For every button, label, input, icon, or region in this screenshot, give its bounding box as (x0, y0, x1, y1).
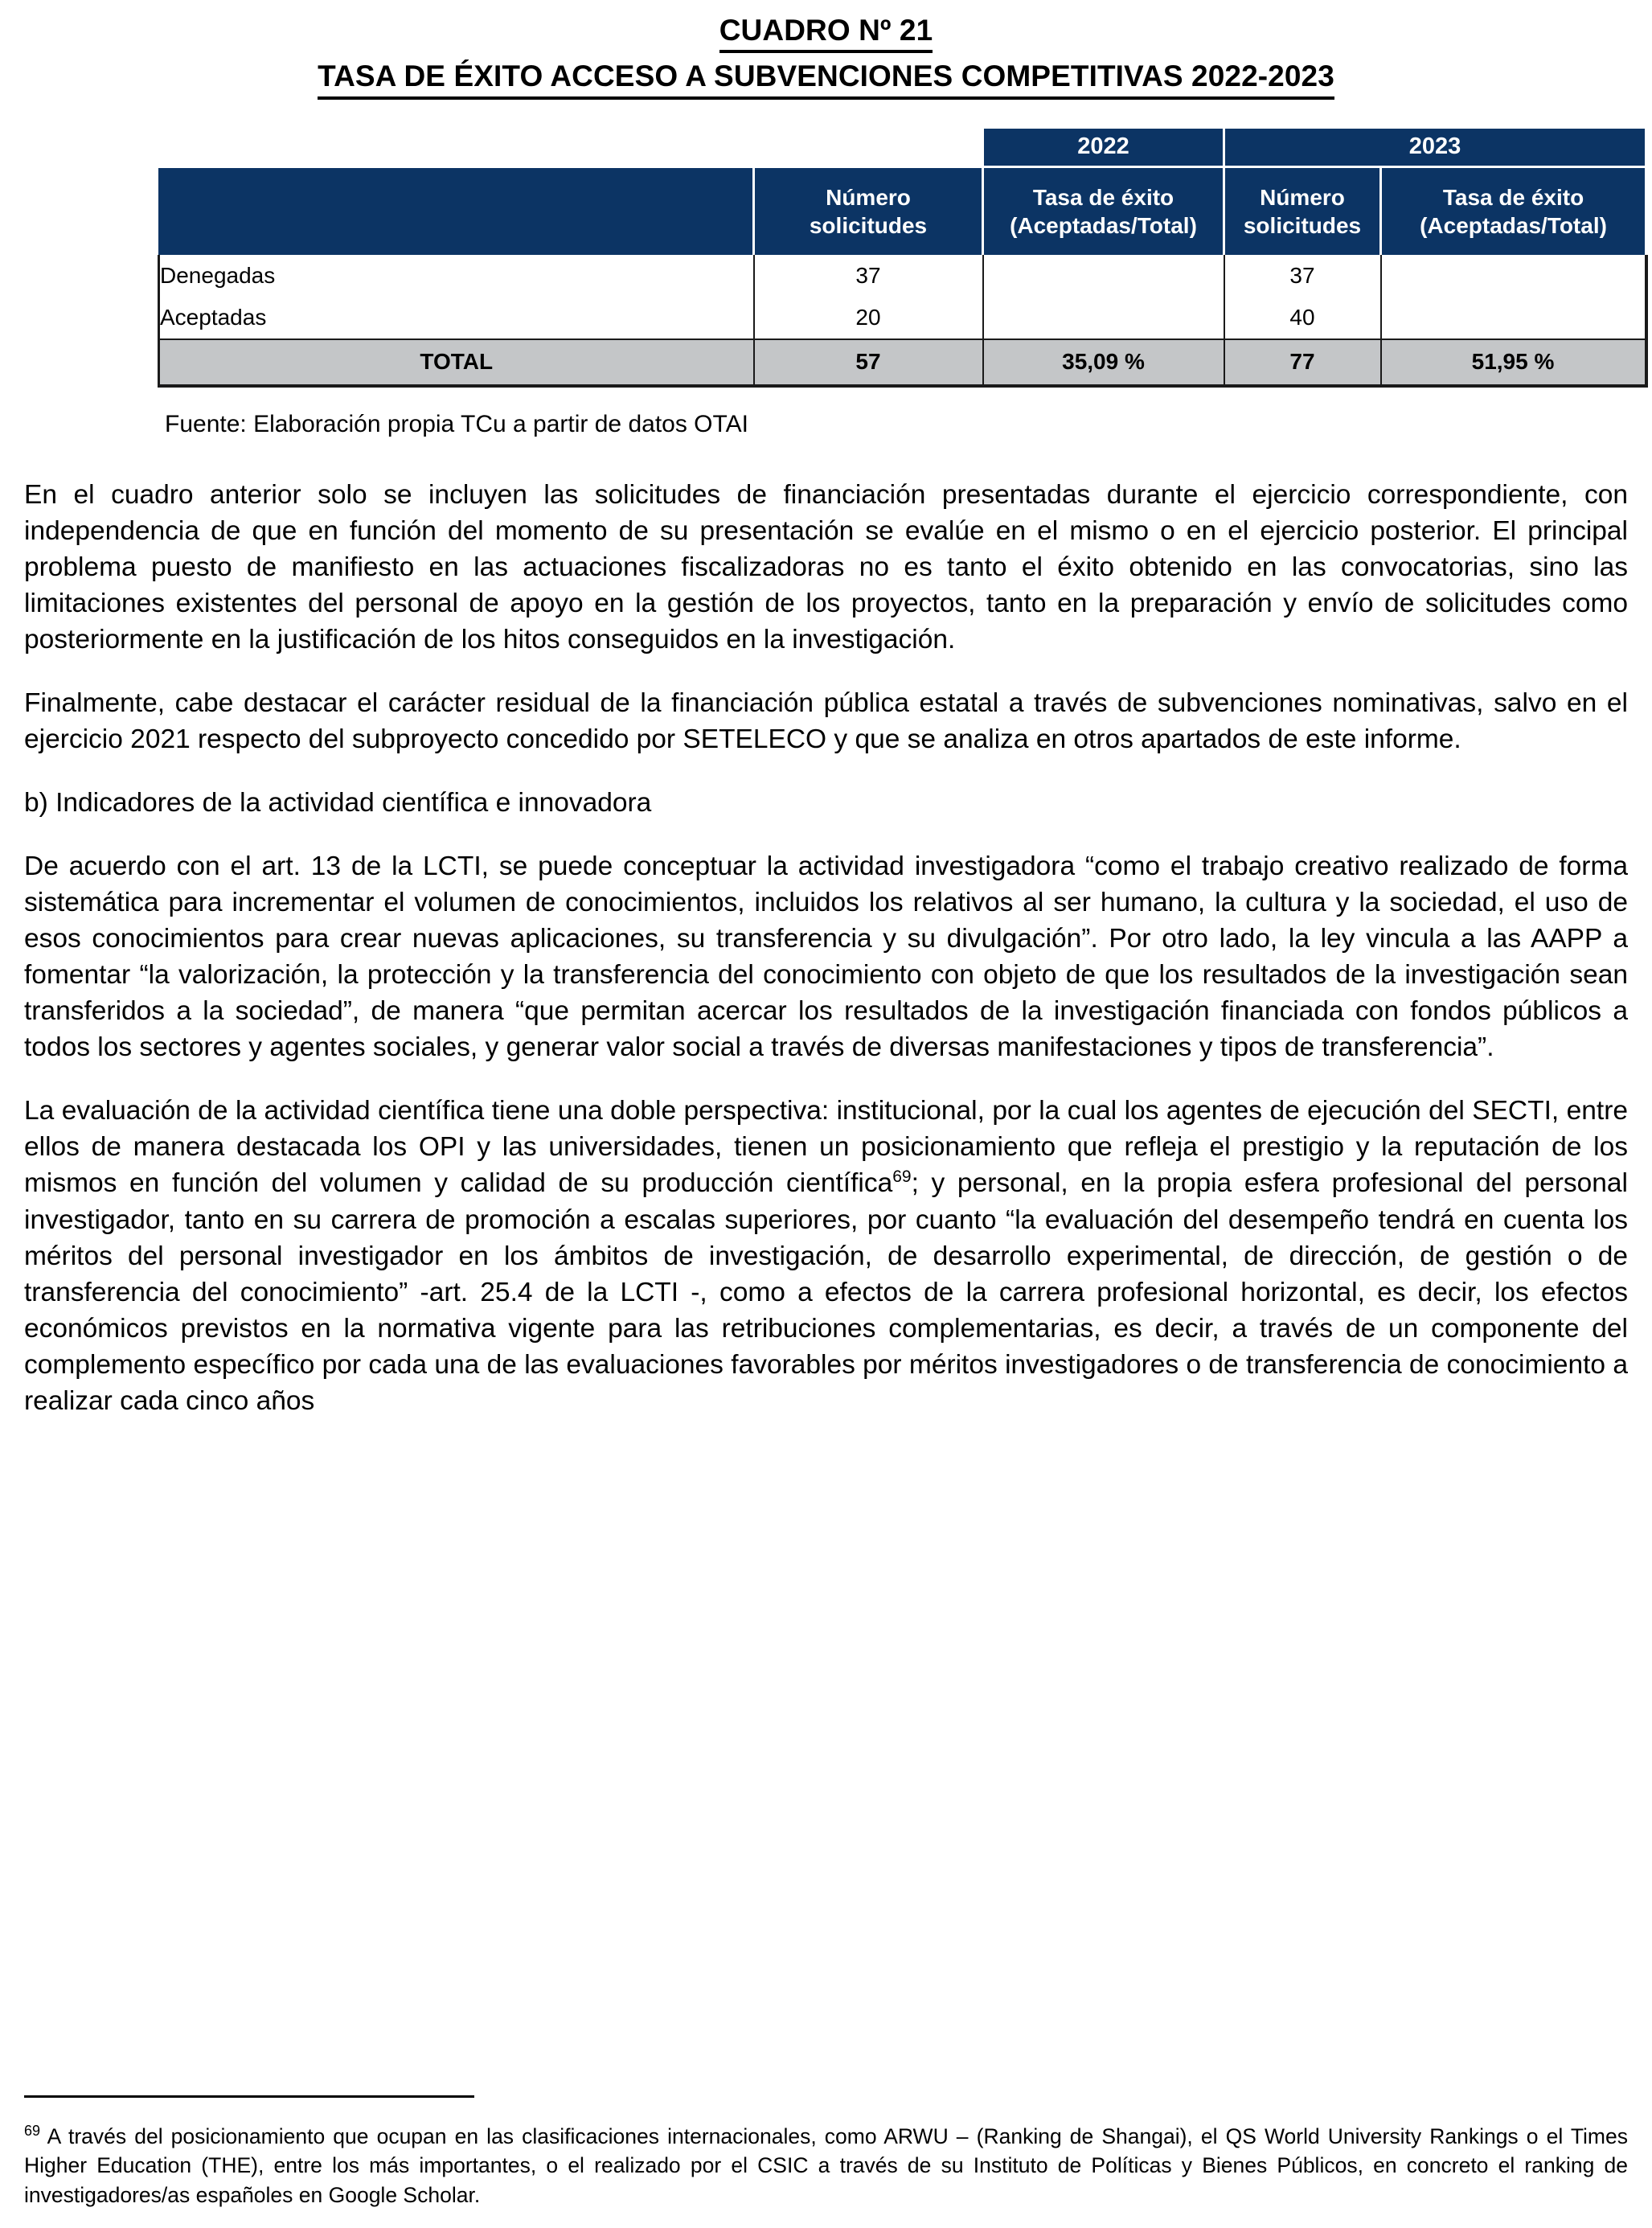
table-year-band-row (159, 128, 1646, 167)
page-title (0, 0, 1652, 100)
cell-aceptadas-num-2022: 20 (754, 297, 983, 339)
paragraph-4-text-part-2: ; y personal, en la propia esfera profesional del personal investigador, tanto en su carrera de promoción a escalas superiores, por cuanto “la evaluación del desempeño tendrá en cuenta los méritos del personal investigador en los ámbitos de investigación, de desarrollo experimental, de dirección, de gestión o de transferencia del conocimiento” -art. 25.4 de la LCTI -, como a efectos de la carrera profesional horizontal, es decir, los efectos económicos previstos en la normativa vigente para las retribuciones complementarias, es decir, a través de un componente del complemento específico por cada una de las evaluaciones favorables por méritos investigadores o de transferencia de conocimiento a realizar cada cinco años (24, 1168, 1628, 1416)
cuadro-number-title: CUADRO Nº 21 (719, 11, 933, 53)
year-band-spacer (159, 128, 754, 167)
cell-aceptadas-num-2023: 40 (1224, 297, 1381, 339)
year-header-2023: 2023 (1224, 128, 1646, 167)
table-row (159, 297, 1646, 339)
footnote-separator-rule (24, 2095, 474, 2098)
header-line-2: solicitudes (1243, 212, 1362, 238)
cell-aceptadas-tasa-2022 (983, 297, 1224, 339)
paragraph-2: Finalmente, cabe destacar el carácter residual de la financiación pública estatal a través de subvenciones nominativas, salvo en el ejercicio 2021 respecto del subproyecto concedido por SETELECO y que se analiza en otros apartados de este informe. (24, 687, 1628, 754)
cell-aceptadas-tasa-2023 (1381, 297, 1646, 339)
header-line-1: Número (826, 184, 911, 210)
cuadro-subject-title: TASA DE ÉXITO ACCESO A SUBVENCIONES COMPETITIVAS 2022-2023 (318, 57, 1334, 99)
cell-denegadas-tasa-2022 (983, 255, 1224, 297)
table-total-row (159, 339, 1646, 386)
footnote-69 (24, 2122, 1628, 2210)
cell-denegadas-tasa-2023 (1381, 255, 1646, 297)
title-row-2 (0, 53, 1652, 99)
total-tasa-2022: 35,09 % (983, 339, 1224, 386)
column-header-concepto (159, 166, 754, 255)
row-label-denegadas: Denegadas (159, 255, 754, 297)
footnote-reference-69[interactable]: 69 (892, 1167, 912, 1187)
column-header-tasa-exito-2022 (983, 166, 1224, 255)
total-label: TOTAL (159, 339, 754, 386)
cell-denegadas-num-2022: 37 (754, 255, 983, 297)
header-line-1: Número (1260, 184, 1345, 210)
header-line-2: (Aceptadas/Total) (1010, 212, 1197, 238)
total-num-2022: 57 (754, 339, 983, 386)
paragraph-3: De acuerdo con el art. 13 de la LCTI, se puede conceptuar la actividad investigadora “como el trabajo creativo realizado de forma sistemática para incrementar el volumen de conocimientos, incluidos los relativos al ser humano, la cultura y la sociedad, el uso de esos conocimientos para crear nuevas aplicaciones, su transferencia y su divulgación”. Por otro lado, la ley vincula a las AAPP a fomentar “la valorización, la protección y la transferencia del conocimiento con objeto de que los resultados de la investigación sean transferidos a la sociedad”, de manera “que permitan acercar los resultados de la investigación financiada con fondos públicos a todos los sectores y agentes sociales, y generar valor social a través de diversas manifestaciones y tipos de transferencia”. (24, 851, 1628, 1063)
column-header-numero-solicitudes-2022 (754, 166, 983, 255)
header-line-2: solicitudes (809, 212, 928, 238)
paragraph-4-text-part-1: La evaluación de la actividad científica tiene una doble perspectiva: institucional, por la cual los agentes de ejecución del SECTI, entre ellos de manera destacada los OPI y las universidades, tienen un posicionamiento que refleja el prestigio y la reputación de los mismos en función del volumen y calidad de su producción científica (24, 1096, 1628, 1199)
table-header-row (159, 166, 1646, 255)
footnote-marker-69: 69 (24, 2122, 41, 2139)
column-header-tasa-exito-2023 (1381, 166, 1646, 255)
title-row-1 (0, 11, 1652, 53)
paragraph-1: En el cuadro anterior solo se incluyen las solicitudes de financiación presentadas durante el ejercicio correspondiente, con independencia de que en función del momento de su presentación se evalúe en el mismo o en el ejercicio posterior. El principal problema puesto de manifiesto en las actuaciones fiscalizadoras no es tanto el éxito obtenido en las convocatorias, sino las limitaciones existentes del personal de apoyo en la gestión de los proyectos, tanto en la preparación y envío de solicitudes como posteriormente en la justificación de los hitos conseguidos en la investigación. (24, 479, 1628, 654)
footnote-area (24, 2095, 1628, 2210)
table-row (159, 255, 1646, 297)
paragraph-4 (24, 1093, 1628, 1418)
footnote-text: A través del posicionamiento que ocupan en las clasificaciones internacionales, como ARWU – (Ranking de Shangai), el QS World University Rankings o el Times Higher Education (THE), entre los más importantes, o el realizado por el CSIC a través de su Instituto de Políticas y Bienes Públicos, en concreto el ranking de investigadores/as españoles en Google Scholar. (24, 2123, 1628, 2208)
total-num-2023: 77 (1224, 339, 1381, 386)
column-header-numero-solicitudes-2023 (1224, 166, 1381, 255)
header-line-2: (Aceptadas/Total) (1420, 212, 1607, 238)
table-source-note: Fuente: Elaboración propia TCu a partir de datos OTAI (165, 410, 748, 437)
row-label-aceptadas: Aceptadas (159, 297, 754, 339)
success-rate-table (158, 127, 1648, 388)
total-tasa-2023: 51,95 % (1381, 339, 1646, 386)
heading-indicadores: b) Indicadores de la actividad científica e innovadora (24, 788, 652, 819)
cell-denegadas-num-2023: 37 (1224, 255, 1381, 297)
year-band-spacer-2 (754, 128, 983, 167)
body-content (0, 477, 1652, 1419)
header-line-1: Tasa de éxito (1032, 184, 1174, 210)
table-container (0, 127, 1652, 388)
header-line-1: Tasa de éxito (1442, 184, 1584, 210)
year-header-2022: 2022 (983, 128, 1224, 167)
